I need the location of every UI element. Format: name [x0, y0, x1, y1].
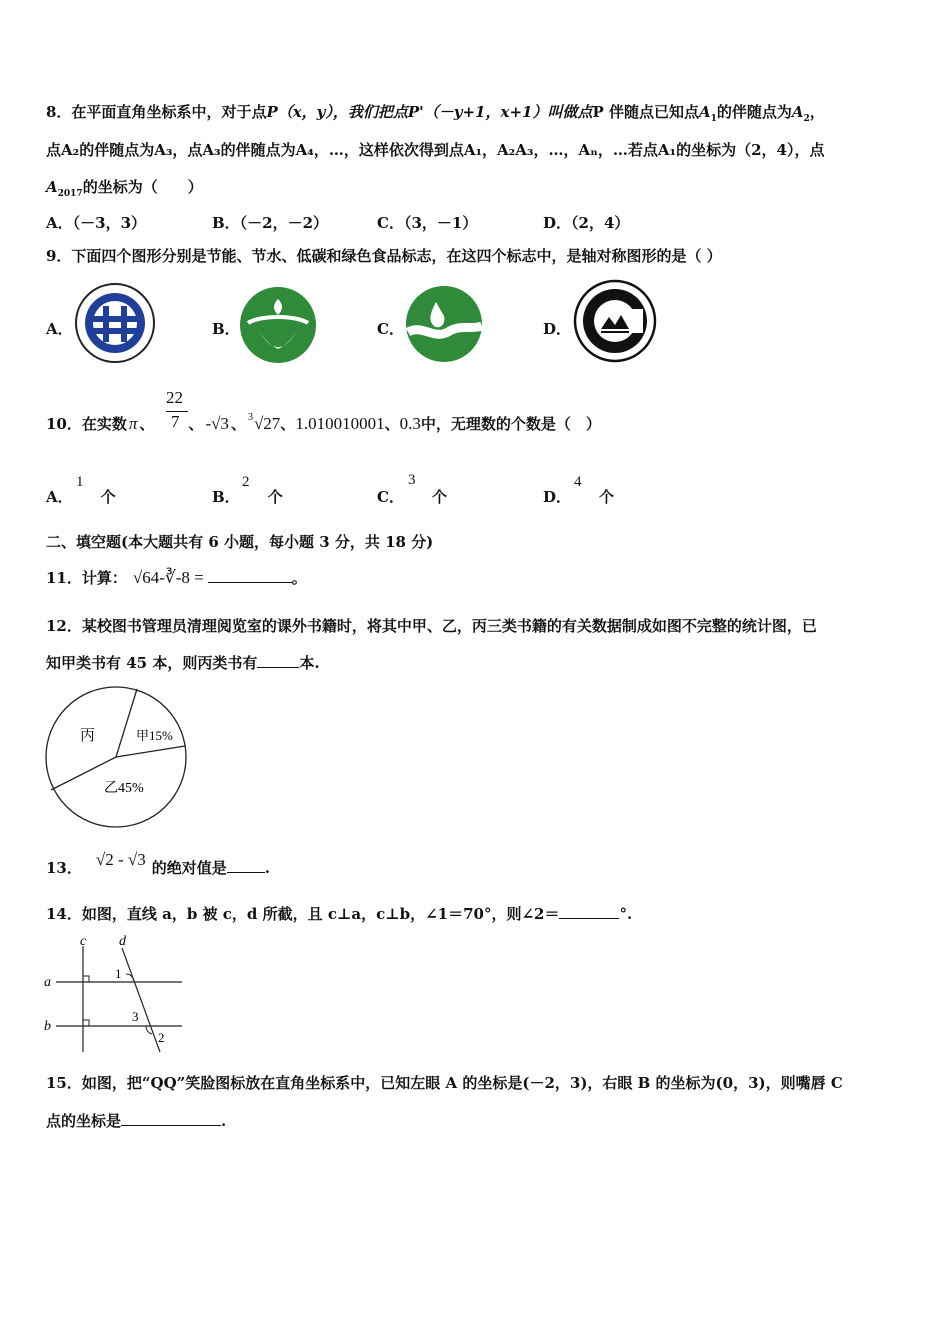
- pie-label-bing: 丙: [80, 728, 96, 744]
- q8-line2: 点A₂的伴随点为A₃，点A₃的伴随点为A₄，…，这样依次得到点A₁，A₂A₃，…，Aₙ，…若点A₁的坐标为（2，4），点: [46, 141, 825, 159]
- q10-frac-num: 22: [166, 388, 183, 407]
- label-a: a: [44, 975, 51, 990]
- q10-option-d: D． 个: [543, 488, 615, 506]
- label-d: d: [119, 934, 126, 949]
- q9-stem: 9．下面四个图形分别是节能、节水、低碳和绿色食品标志，在这四个标志中，是轴对称图形的是（ ）: [46, 247, 722, 265]
- q14-stem: 14．如图，直线 a，b 被 c，d 所截，且 c⊥a，c⊥b，∠1＝70°，则∠2＝ °.: [46, 905, 633, 923]
- q14-answer-blank[interactable]: [559, 904, 619, 919]
- q8-option-d: D．（2，4）: [543, 214, 630, 232]
- book-category-pie-chart: [44, 682, 190, 832]
- label-2: 2: [158, 1030, 165, 1045]
- q8-option-a: A．（－3，3）: [46, 214, 147, 232]
- pie-label-yi: 乙45%: [104, 781, 144, 796]
- q8-option-c: C．（3，－1）: [377, 214, 478, 232]
- label-c: c: [80, 934, 87, 949]
- water-saving-logo: [238, 285, 318, 365]
- low-carbon-logo: [404, 284, 484, 364]
- q9-label-c: C．: [377, 320, 404, 338]
- angle-1-arc: [126, 974, 134, 982]
- q10-frac-den: 7: [171, 412, 180, 431]
- q9-label-b: B．: [212, 320, 240, 338]
- green-food-logo: [573, 279, 657, 363]
- q11-answer-blank[interactable]: [208, 568, 292, 583]
- q10-option-a: A． 个: [46, 488, 116, 506]
- q11-stem: 11．计算： √64-∛-8 = 。: [46, 568, 307, 587]
- q10-option-d-num: 4: [574, 474, 582, 490]
- label-1: 1: [115, 966, 122, 981]
- right-angle-mark-b: [83, 1020, 89, 1026]
- pie-label-jia: 甲15%: [136, 728, 173, 743]
- q8-line1: 8．在平面直角坐标系中，对于点P（x，y），我们把点P'（－y+1，x+1）叫做点P 伴随点已知点$A_1$的伴随点为$A_2$，: [46, 103, 825, 124]
- q15-answer-blank[interactable]: [121, 1111, 221, 1126]
- q9-label-a: A．: [46, 320, 73, 338]
- q10-option-c: C． 个: [377, 488, 447, 506]
- label-3: 3: [132, 1009, 139, 1024]
- section-2-heading: 二、填空题(本大题共有 6 小题，每小题 3 分，共 18 分): [46, 533, 434, 551]
- energy-saving-logo: [74, 282, 156, 364]
- q15-line1: 15．如图，把“QQ”笑脸图标放在直角坐标系中，已知左眼 A 的坐标是(－2，3)，右眼 B 的坐标为(0，3)，则嘴唇 C: [46, 1074, 843, 1092]
- q12-line1: 12．某校图书管理员清理阅览室的课外书籍时，将其中甲、乙，丙三类书籍的有关数据制成如图不完整的统计图，已: [46, 617, 817, 635]
- q15-line2: 点的坐标是 .: [46, 1112, 227, 1130]
- line-d: [122, 948, 160, 1052]
- q10-option-c-num: 3: [408, 472, 416, 488]
- q13-stem: 13． √2 - √3 的绝对值是 .: [46, 850, 270, 877]
- q10-option-b-num: 2: [242, 474, 250, 490]
- q9-label-d: D．: [543, 320, 572, 338]
- parallel-lines-figure: [42, 932, 192, 1056]
- q8-line3: $A_{2017}$的坐标为（ ）: [46, 178, 203, 199]
- q13-answer-blank[interactable]: [227, 858, 265, 873]
- label-b: b: [44, 1019, 51, 1034]
- q12-answer-blank[interactable]: [257, 653, 299, 668]
- q10-option-b: B． 个: [212, 488, 283, 506]
- q12-line2: 知甲类书有 45 本，则丙类书有 本.: [46, 654, 320, 672]
- q10-option-a-num: 1: [76, 474, 84, 490]
- right-angle-mark-a: [83, 976, 89, 982]
- q10-stem: 10．在实数 π 、 、 -√3 、 3 √27、1.010010001、0.3中，无理数的个数是（ ）: [46, 412, 601, 433]
- q8-option-b: B．（－2，－2）: [212, 214, 329, 232]
